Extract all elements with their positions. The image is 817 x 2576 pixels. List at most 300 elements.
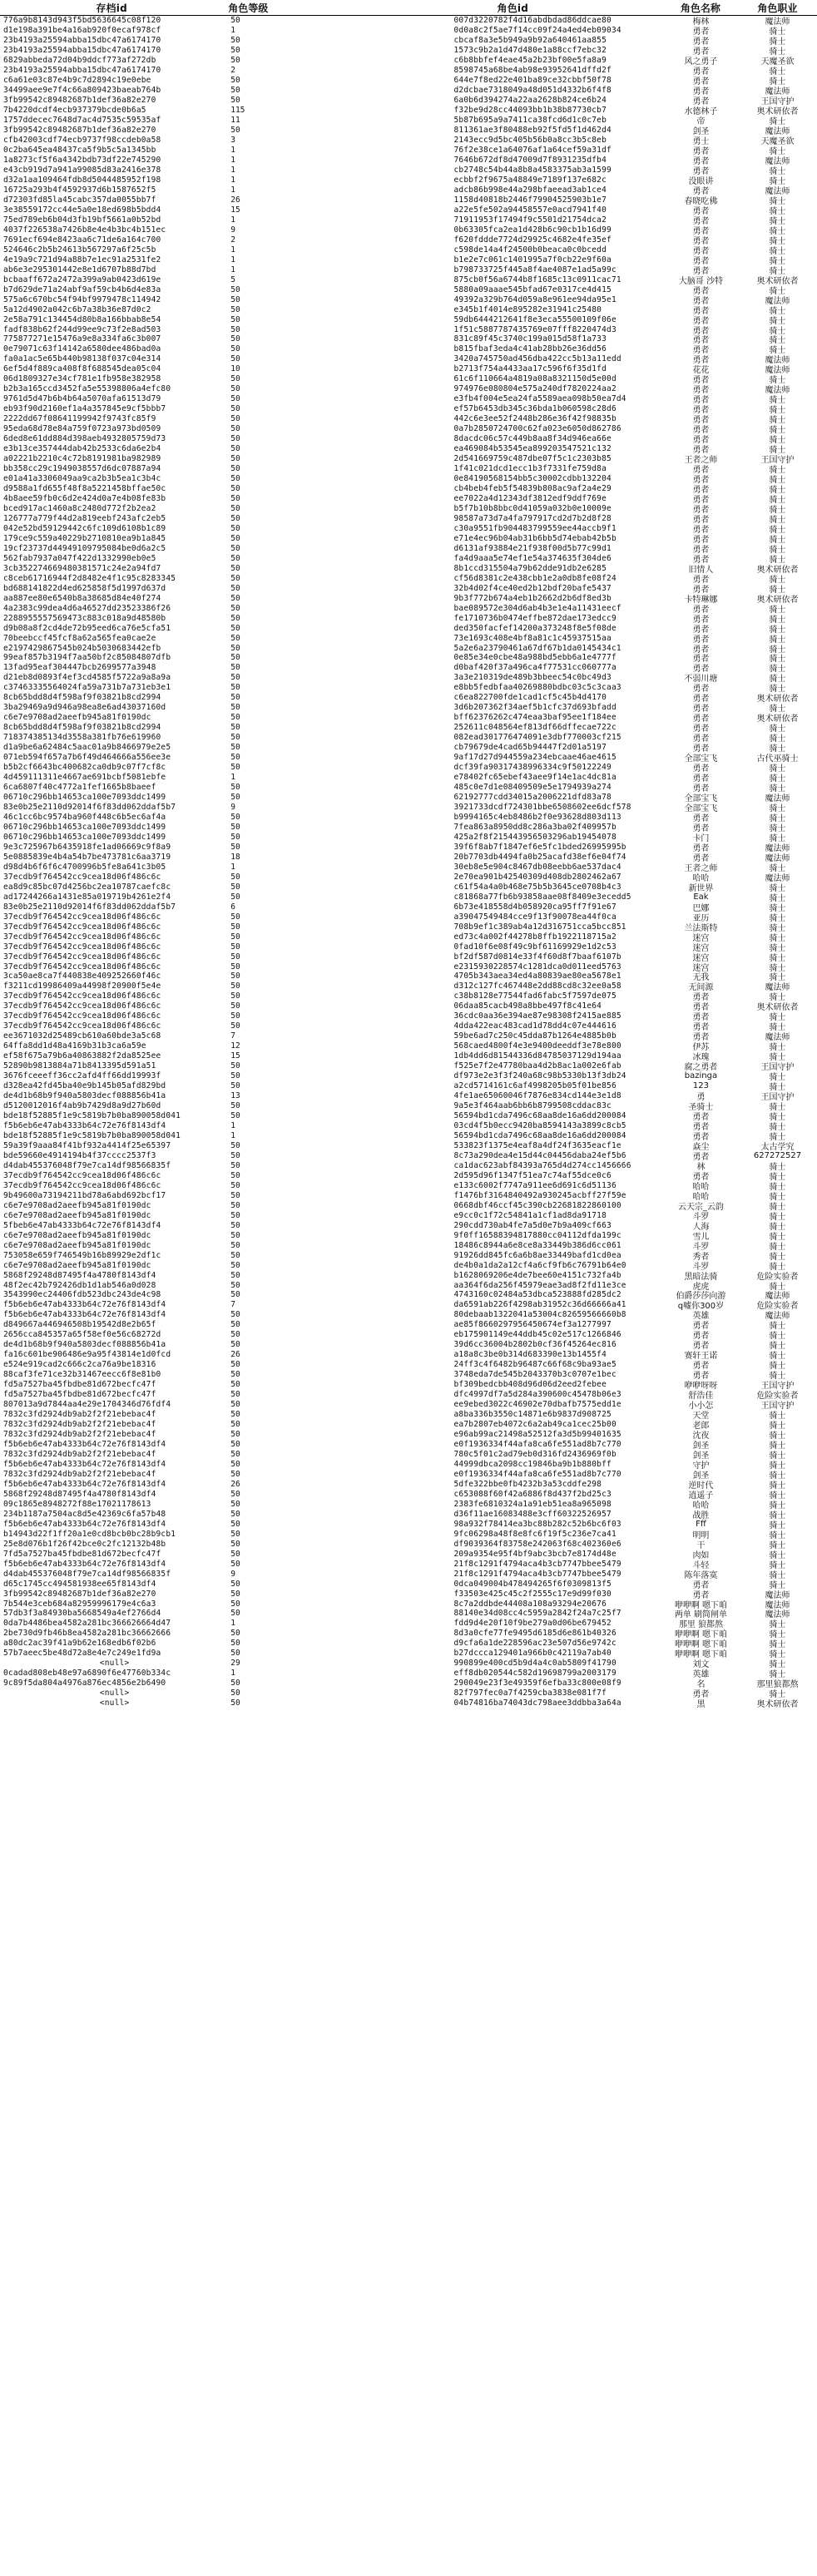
cell-job: 627272527 — [753, 1150, 802, 1160]
cell-name: 勇者 — [692, 296, 710, 306]
cell-role-id: ed73c4a002f44278b8ffb1922118715a2 — [453, 932, 616, 942]
cell-save-id: bde18f52885f1e9c5819b7b0ba890058d041 — [3, 1130, 181, 1140]
cell-role-id: 4dda422eac483cad1d78dd4c07e444616 — [453, 1021, 616, 1031]
cell-name: 英雄 — [692, 1670, 710, 1680]
cell-save-id: bde59660e4914194b4f37cccc2537f3 — [3, 1150, 156, 1160]
cell-name: 勇者 — [692, 436, 710, 446]
cell-role-id: 209a9354e95f4bf9abc3bcb7e8174d48e — [453, 1549, 616, 1559]
cell-job: 骑士 — [769, 833, 786, 843]
cell-level: 115 — [230, 106, 245, 116]
cell-level: 50 — [230, 533, 240, 543]
cell-name: 干 — [696, 1540, 706, 1550]
cell-role-id: 2e70ea901b42540309d408db2802462a67 — [453, 872, 621, 882]
cell-job: 魔法师 — [765, 157, 790, 167]
cell-name: 勇者 — [692, 266, 710, 276]
cell-save-id: b14943d22f1ff20a1e0cd8bcb0bc28b9cb1 — [3, 1529, 176, 1539]
cell-job: 骑士 — [769, 1570, 786, 1580]
cell-save-id: a80dc2ac39f41a9b62e168edb6f02b6 — [3, 1639, 156, 1649]
cell-level: 50 — [230, 304, 240, 314]
cell-role-id: cb4beb4feb5f54839b808ac9af2a4e29 — [453, 484, 612, 494]
cell-name: 勇者 — [692, 495, 710, 505]
cell-job: 骑士 — [769, 813, 786, 823]
cell-level: 50 — [230, 1220, 240, 1230]
cell-save-id: fa0a1ac5e65b440b98138f037c04e314 — [3, 354, 161, 364]
cell-role-id: c598de14a4f24500b0beaca0c0bcedd — [453, 245, 607, 255]
cell-name: 无我 — [692, 973, 710, 983]
cell-role-id: 425a2f8f215443956503296ab19454078 — [453, 832, 616, 842]
cell-role-id: f33503e425c45c2f2555c17e9d99f030 — [453, 1589, 612, 1599]
cell-save-id: fd5a7527ba45fbdbe81d672becfc47f — [3, 1390, 156, 1400]
cell-level: 50 — [230, 1370, 240, 1380]
cell-name: 勇者 — [692, 206, 710, 216]
cell-name: 勇 — [696, 1093, 706, 1103]
cell-save-id: 7fd5a7527ba45fbdbe81d672becfc47f — [3, 1549, 161, 1559]
cell-job: 骑士 — [769, 67, 786, 77]
cell-level: 50 — [230, 713, 240, 723]
cell-role-id: ecbbf2f9675a48849e7189f137e682c — [453, 175, 607, 185]
cell-role-id: c653088f60f42a6886f8d437f2bd25c3 — [453, 1489, 612, 1499]
cell-save-id: 718374385134d3558a381fb76e619960 — [3, 733, 161, 743]
cell-role-id: adcb86b998e44a298bfaeead3ab1ce4 — [453, 185, 607, 195]
cell-name: 勇者 — [692, 774, 710, 784]
cell-role-id: 6a0b6d394274a22aa2628b824ce6b24 — [453, 96, 607, 106]
cell-save-id: d9588a1fd655f48f8a5221458bffae50c — [3, 484, 166, 494]
cell-job: 骑士 — [769, 1660, 786, 1670]
cell-level: 1 — [230, 166, 235, 176]
cell-role-id: 9a5e3f464aab6bb6b8799508cddac83c — [453, 1101, 612, 1111]
cell-job: 骑士 — [769, 117, 786, 127]
cell-role-id: 76f2e38ce1a64076af1a64cef59a31df — [453, 146, 612, 156]
cell-role-id: 252611c048564ef813df66dffecae722c — [453, 723, 616, 733]
cell-job: 骑士 — [769, 1232, 786, 1242]
cell-level: 50 — [230, 753, 240, 763]
cell-name: 那里 狼都熬 — [678, 1620, 724, 1630]
cell-save-id: f5b6eb6e47ab4333b64c72e76f8143df4 — [3, 1479, 166, 1489]
cell-save-id: 179ce9c559a40229b2710810ea9b1a845 — [3, 533, 166, 543]
cell-name: 勇者 — [692, 416, 710, 426]
cell-level: 50 — [230, 1270, 240, 1280]
cell-role-id: 61c6f110664a4819a08a8321150d5e00d — [453, 374, 616, 384]
cell-name: 勇者 — [692, 714, 710, 724]
cell-job: 骑士 — [769, 37, 786, 47]
cell-job: 骑士 — [769, 705, 786, 714]
cell-job: 骑士 — [769, 1322, 786, 1332]
cell-role-id: df9039364f83758e242063f68c402360e6 — [453, 1539, 621, 1549]
cell-job: 骑士 — [769, 346, 786, 356]
cell-job: 骑士 — [769, 973, 786, 983]
cell-name: 全部宝飞 — [684, 794, 718, 804]
cell-level: 50 — [230, 1280, 240, 1290]
cell-save-id: cfb42003cdf74ecb9737f98ccdeb0a58 — [3, 136, 161, 146]
cell-name: 哈哈 — [692, 1192, 710, 1202]
cell-name: 勇者 — [692, 505, 710, 515]
cell-save-id: <null> — [99, 1698, 130, 1708]
cell-level: 50 — [230, 523, 240, 533]
cell-role-id: e71e4ec96b04ab31b6bb5d74ebab42b5b — [453, 533, 616, 543]
cell-role-id: 290049e23f3e49359f6efba33c800e08f9 — [453, 1679, 621, 1688]
cell-save-id: c8ceb61716944f2d8482e4f1c95c8283345 — [3, 573, 176, 583]
cell-level: 1 — [230, 1619, 235, 1629]
cell-job: 骑士 — [769, 1580, 786, 1590]
cell-role-id: dcf39fa90317438996334c9f50122249 — [453, 763, 612, 773]
cell-level: 50 — [230, 603, 240, 613]
cell-job: 骑士 — [769, 1560, 786, 1570]
cell-job: 奥术研依者 — [756, 276, 799, 286]
cell-job: 奥术研依者 — [756, 565, 799, 575]
cell-name: 咿咿啊 嗯下咱 — [674, 1640, 728, 1650]
cell-role-id: 56594bd1cda7496c68aa8de16a6dd200084 — [453, 1111, 626, 1121]
cell-name: 勇者 — [692, 226, 710, 236]
cell-job: 骑士 — [769, 1510, 786, 1520]
cell-job: 骑士 — [769, 246, 786, 256]
cell-job: 骑士 — [769, 47, 786, 57]
cell-name: bazinga — [684, 1071, 718, 1081]
cell-level: 50 — [230, 1430, 240, 1440]
cell-save-id: eb93f90d2160ef1a4a357845e9cf5bbb7 — [3, 404, 166, 414]
cell-job: 魔法师 — [765, 983, 790, 993]
cell-name: 勇者 — [692, 1003, 710, 1013]
header-job[interactable]: 角色职业 — [757, 2, 798, 14]
cell-role-id: 875cb0f56a6744b8f1685c13c0911cac71 — [453, 274, 621, 284]
cell-job: 骑士 — [769, 1620, 786, 1630]
table-header — [0, 0, 817, 16]
cell-level: 50 — [230, 981, 240, 991]
cell-job: 骑士 — [769, 545, 786, 555]
cell-role-id: f620fddde7724d29925c4682e4fe35ef — [453, 235, 612, 245]
cell-level: 50 — [230, 334, 240, 344]
cell-level: 50 — [230, 414, 240, 424]
cell-job: 魔法师 — [765, 87, 790, 97]
cell-job: 骑士 — [769, 176, 786, 186]
cell-name: 伊苏 — [692, 1043, 710, 1053]
cell-save-id: de4d1b68b9f940a5803decf088856b41a — [3, 1091, 166, 1101]
cell-role-id: f525e7f2e47780baa4d2b8ac1a002e6fab — [453, 1061, 621, 1071]
cell-save-id: 37ecdb9f764542cc9cea18d06f486c6c — [3, 991, 161, 1001]
cell-level: 50 — [230, 912, 240, 922]
cell-role-id: e345b1f4014e895282e31941c25480 — [453, 304, 602, 314]
cell-level: 1 — [230, 862, 235, 872]
cell-save-id: f5b6eb6e47ab4333b64c72e76f8143df4 — [3, 1440, 166, 1450]
cell-save-id: 234b1187a7504ac8d5e42369c6fa57b48 — [3, 1509, 166, 1519]
cell-name: 勇者 — [692, 1023, 710, 1033]
cell-role-id: cb2748c54b44a8b8a4583375ab3a1599 — [453, 166, 612, 176]
cell-name: 勇者 — [692, 77, 710, 87]
cell-save-id: d32a1aa109464fdb8d5044485952f198 — [3, 175, 161, 185]
cell-role-id: 3921733dcdf724301bbe6508602ee6dcf578 — [453, 803, 631, 813]
cell-level: 50 — [230, 991, 240, 1001]
cell-save-id: 7832c3fd2924db9ab2f2f21ebebac4f — [3, 1420, 156, 1430]
cell-job: 魔法师 — [765, 1033, 790, 1043]
cell-level: 50 — [230, 56, 240, 66]
cell-name: 全部宝飞 — [684, 804, 718, 814]
cell-job: 骑士 — [769, 216, 786, 226]
cell-level: 50 — [230, 1240, 240, 1250]
table-row[interactable] — [0, 1509, 817, 1519]
header-role-id[interactable]: 角色id — [497, 2, 529, 14]
cell-role-id: 5a2e6a23790461a67df67b1da0145434c1 — [453, 643, 621, 653]
cell-level: 50 — [230, 1190, 240, 1200]
cell-job: 骑士 — [769, 256, 786, 266]
cell-job: 太古学究 — [760, 1142, 795, 1152]
cell-save-id: 524646c2b5b24613b567297a6f25c5b — [3, 245, 156, 255]
cell-role-id: a18a8c3be0b314d683390e13b1455f4 — [453, 1350, 607, 1360]
cell-job: 魔法师 — [765, 794, 790, 804]
cell-job: 骑士 — [769, 515, 786, 525]
cell-name: 勇者 — [692, 635, 710, 645]
cell-role-id: d6131af93884e21f938f00d5b77c99d1 — [453, 543, 612, 553]
cell-job: 危险实验者 — [756, 1392, 799, 1402]
cell-save-id: 0e79071c63f14142a6580dee486bad0a — [3, 344, 161, 354]
cell-save-id: 6ef5d4f889ca408f8f688545dea05c04 — [3, 364, 161, 374]
cell-name: 勇者 — [692, 47, 710, 57]
cell-save-id: 775877271e15476a9e8a334fa6c3b007 — [3, 334, 161, 344]
cell-role-id: 644e7f8ed22e401ba89ce32cbbf50f78 — [453, 76, 612, 86]
cell-job: 骑士 — [769, 615, 786, 625]
cell-job: 骑士 — [769, 1332, 786, 1342]
cell-level: 50 — [230, 1360, 240, 1370]
cell-level: 50 — [230, 1609, 240, 1619]
cell-job: 骑士 — [769, 575, 786, 585]
table-row[interactable] — [0, 1061, 817, 1071]
header-name[interactable]: 角色名称 — [680, 2, 720, 14]
cell-level: 50 — [230, 404, 240, 414]
cell-role-id: 59be6ad7c250c45dda87b1264e4885b0b — [453, 1031, 616, 1041]
cell-role-id: ae85f8660297956450674ef3a1277997 — [453, 1320, 612, 1330]
cell-name: 两单 刷简闸单 — [674, 1610, 728, 1620]
cell-job: 骑士 — [769, 625, 786, 635]
cell-name: 勇者 — [692, 236, 710, 246]
cell-name: 王者之师 — [684, 456, 718, 466]
cell-save-id: 2e58a791c134454d80b8a166bbab8e54 — [3, 314, 161, 324]
cell-job: 骑士 — [769, 1650, 786, 1660]
header-level[interactable]: 角色等级 — [228, 2, 269, 14]
cell-role-id: c61f54a4a0b468e75b5b3645ce0708b4c3 — [453, 882, 621, 892]
cell-save-id: 06710c296bb14653ca100e7093ddc1499 — [3, 822, 166, 832]
cell-name: 勇者 — [692, 535, 710, 545]
cell-job: 骑士 — [769, 1162, 786, 1172]
cell-job: 骑士 — [769, 1481, 786, 1491]
cell-name: 勇者 — [692, 1362, 710, 1372]
cell-name: 水德林子 — [684, 107, 718, 117]
cell-level: 50 — [230, 1499, 240, 1509]
cell-name: 勇者 — [692, 695, 710, 705]
cell-save-id: 23b4193a25594abba15dbc47a6174170 — [3, 36, 161, 46]
cell-job: 骑士 — [769, 1083, 786, 1093]
cell-job: 骑士 — [769, 883, 786, 893]
cell-level: 50 — [230, 1579, 240, 1589]
cell-level: 29 — [230, 1659, 240, 1669]
cell-role-id: e8bb5fedbfaa40269880bdbc03c5c3caa3 — [453, 683, 621, 693]
cell-level: 9 — [230, 1569, 235, 1579]
cell-save-id: 64ffa8dd1d48a4169b31b3ca6a59e — [3, 1041, 146, 1051]
cell-level: 50 — [230, 1140, 240, 1150]
cell-job: 骑士 — [769, 1431, 786, 1441]
cell-role-id: 30eb8e5e904c8467db08eebb6ae537dac4 — [453, 862, 621, 872]
cell-level: 15 — [230, 1051, 240, 1061]
cell-job: 天魔圣欲 — [760, 137, 795, 147]
cell-role-id: 1f51c5887787435769e07fff8220474d3 — [453, 324, 616, 334]
cell-job: 骑士 — [769, 286, 786, 296]
cell-job: 骑士 — [769, 1202, 786, 1212]
cell-level: 50 — [230, 1380, 240, 1390]
cell-job: 魔法师 — [765, 186, 790, 196]
cell-role-id: 2143ecc9d5bc405b56b0a8cc3b5c8eb — [453, 136, 607, 146]
cell-role-id: bff62376262c474eaa3baf95ee1f184ee — [453, 713, 616, 723]
cell-level: 5 — [230, 274, 235, 284]
table-row[interactable] — [0, 1071, 817, 1081]
cell-save-id: 99eaf857b3194f7aa50bf2c85084807dfb — [3, 653, 171, 663]
cell-name: 勇者 — [692, 486, 710, 496]
cell-level: 50 — [230, 1340, 240, 1350]
cell-job: 骑士 — [769, 206, 786, 216]
cell-job: 骑士 — [769, 784, 786, 794]
cell-save-id: 042e52bd59129442c6fc109d6108b1c89 — [3, 523, 166, 533]
cell-role-id: 9af17d27d944559a234ebcaae46ae4615 — [453, 753, 616, 763]
cell-job: 骑士 — [769, 167, 786, 177]
cell-role-id: 0dca049004b478494265f6f0309813f5 — [453, 1579, 612, 1589]
cell-job: 骑士 — [769, 1690, 786, 1700]
cell-save-id: 37ecdb9f764542cc9cea18d06f486c6c — [3, 932, 161, 942]
cell-level: 50 — [230, 783, 240, 793]
table-row[interactable] — [0, 882, 817, 892]
cell-save-id: fa16c601be906486e9a95f43814e1d0fcd — [3, 1350, 171, 1360]
cell-save-id: bcbaaff672a2472a399a9ab0423d619e — [3, 274, 161, 284]
cell-role-id: 2383fe6810324a1a91eb51ea8a965098 — [453, 1499, 612, 1509]
cell-save-id: d328ea42fd45ba40e9b145b05afd829bd — [3, 1081, 166, 1091]
cell-job: 骑士 — [769, 476, 786, 486]
cell-role-id: 4fe1ae65060046f7876e834cd144e3e1d8 — [453, 1091, 621, 1101]
cell-save-id: 37ecdb9f764542cc9cea18d06f486c6c — [3, 962, 161, 972]
cell-role-id: 8dacdc06c57c449b8aa8f34d946ea66e — [453, 434, 612, 444]
cell-job: 骑士 — [769, 764, 786, 774]
cell-role-id: cbcaf8a3e5b949a9b92a640461aa855 — [453, 36, 607, 46]
cell-name: 勇者 — [692, 1332, 710, 1342]
cell-role-id: ea469084b53545ea899203547521c132 — [453, 444, 612, 454]
cell-level: 50 — [230, 126, 240, 136]
cell-level: 50 — [230, 1400, 240, 1410]
cell-save-id: f3211cd19986409a44998f20900f5e4e — [3, 981, 161, 991]
cell-job: 骑士 — [769, 585, 786, 595]
cell-level: 50 — [230, 1320, 240, 1330]
cell-level: 50 — [230, 1111, 240, 1121]
cell-name: 勇者 — [692, 406, 710, 416]
cell-job: 骑士 — [769, 744, 786, 754]
cell-job: 骑士 — [769, 426, 786, 436]
table-row[interactable] — [0, 1698, 817, 1708]
cell-role-id: 18486c8944a6e8ce8a33449b386d6cc061 — [453, 1240, 621, 1250]
cell-level: 50 — [230, 1011, 240, 1021]
cell-save-id: 1a8273cf5f6a4342bdb73df22e745290 — [3, 156, 161, 166]
cell-level: 50 — [230, 882, 240, 892]
cell-name: 勇者 — [692, 1690, 710, 1700]
cell-save-id: 3fb99542c89482687b1def36a82e270 — [3, 1589, 156, 1599]
cell-save-id: 23b4193a25594abba15dbc47a6174170 — [3, 46, 161, 56]
cell-job: 骑士 — [769, 655, 786, 665]
cell-role-id: 4743160c02484a53dbca523888fd285dc2 — [453, 1290, 621, 1300]
cell-job: 骑士 — [769, 416, 786, 426]
cell-save-id: 9e3c725967b6435918fe1ad06669c9f8a9 — [3, 842, 171, 852]
cell-level: 50 — [230, 1260, 240, 1270]
cell-level: 50 — [230, 1539, 240, 1549]
cell-role-id: 24ff3c4f6482b96487c66f68c9ba93ae5 — [453, 1360, 616, 1370]
cell-save-id: e43cb919d7a941a99085d83a2416e378 — [3, 166, 161, 176]
cell-name: 勇者 — [692, 744, 710, 754]
cell-job: 魔法师 — [765, 853, 790, 863]
cell-level: 50 — [230, 1629, 240, 1639]
cell-level: 50 — [230, 474, 240, 484]
cell-level: 50 — [230, 842, 240, 852]
cell-job: 骑士 — [769, 605, 786, 615]
cell-level: 50 — [230, 1529, 240, 1539]
cell-job: 骑士 — [769, 1501, 786, 1510]
cell-name: 勇者 — [692, 27, 710, 37]
cell-name: 勇者 — [692, 1372, 710, 1382]
cell-save-id: 37ecdb9f764542cc9cea18d06f486c6c — [3, 1170, 161, 1180]
header-save-id[interactable]: 存档id — [96, 2, 127, 14]
cell-role-id: c30a9551fb904483799559ee44accb9f1 — [453, 523, 616, 533]
cell-job: 奥术研依者 — [756, 1700, 799, 1710]
cell-name: 勇者 — [692, 1152, 710, 1162]
cell-name: 卡特琳娜 — [684, 595, 718, 605]
cell-name: 人海 — [692, 1222, 710, 1232]
cell-name: 斗轻 — [692, 1560, 710, 1570]
cell-level: 50 — [230, 46, 240, 56]
cell-level: 26 — [230, 1350, 240, 1360]
cell-level: 50 — [230, 513, 240, 523]
cell-save-id: c6e7e9708ad2aeefb945a81f0190dc — [3, 1240, 151, 1250]
cell-job: 天魔圣欲 — [760, 57, 795, 67]
cell-job: 骑士 — [769, 675, 786, 685]
cell-name: 雪儿 — [692, 1232, 710, 1242]
cell-level: 50 — [230, 703, 240, 713]
cell-save-id: 575a6c670bc54f94bf9979478c114942 — [3, 294, 161, 304]
cell-role-id: 5880a09aaae545bfad67e0317ce4d415 — [453, 284, 612, 294]
cell-save-id: ab6e3e295301442e8e1d6707b88d7bd — [3, 265, 156, 274]
cell-job: 骑士 — [769, 823, 786, 833]
cell-save-id: 37ecdb9f764542cc9cea18d06f486c6c — [3, 872, 161, 882]
cell-level: 50 — [230, 1679, 240, 1688]
cell-job: 骑士 — [769, 1421, 786, 1431]
cell-job: 骑士 — [769, 1172, 786, 1182]
cell-job: 骑士 — [769, 1520, 786, 1530]
cell-role-id: 811361ae3f80488eb92f5fd5f1d462d4 — [453, 126, 612, 136]
cell-job: 魔法师 — [765, 356, 790, 366]
cell-job: 骑士 — [769, 923, 786, 933]
cell-job: 骑士 — [769, 1182, 786, 1192]
cell-role-id: 3420a745750ad456dba422cc5b13a11edd — [453, 354, 621, 364]
cell-role-id: ee7022a4d12343df3812edf9ddf769e — [453, 493, 607, 503]
cell-save-id: 807013a9d7844aa4e29e1704346d76fdf4 — [3, 1400, 171, 1410]
cell-name: 勇者 — [692, 286, 710, 296]
cell-role-id: 1573c9b2a1d47d480e1a88ccf7ebc32 — [453, 46, 607, 56]
cell-name: 春晓吃佛 — [684, 196, 718, 206]
cell-role-id: 04b74816ba74043dc798aee3ddbba3a64a — [453, 1698, 621, 1708]
cell-job: 骑士 — [769, 1262, 786, 1272]
cell-role-id: 0668dbf46ccf45c390cb22681822860100 — [453, 1200, 621, 1210]
cell-name: 勇者 — [692, 784, 710, 794]
cell-save-id: 2be730d9fb46b8ea4582a281bc36662666 — [3, 1629, 171, 1639]
cell-level: 50 — [230, 1101, 240, 1111]
cell-job: 骑士 — [769, 1491, 786, 1501]
cell-level: 50 — [230, 36, 240, 46]
cell-level: 15 — [230, 205, 240, 215]
cell-role-id: e78402fc65ebef43aee9f14e1ac4dc81a — [453, 773, 616, 783]
cell-save-id: fadf838b62f244d99ee9c73f2e8ad503 — [3, 324, 161, 334]
cell-name: 梅林 — [692, 17, 710, 27]
cell-role-id: e133c6002f7747a911ee6d691c6d51136 — [453, 1180, 616, 1190]
cell-save-id: 09c1865e8948272f88e17021178613 — [3, 1499, 151, 1509]
cell-level: 50 — [230, 1449, 240, 1459]
